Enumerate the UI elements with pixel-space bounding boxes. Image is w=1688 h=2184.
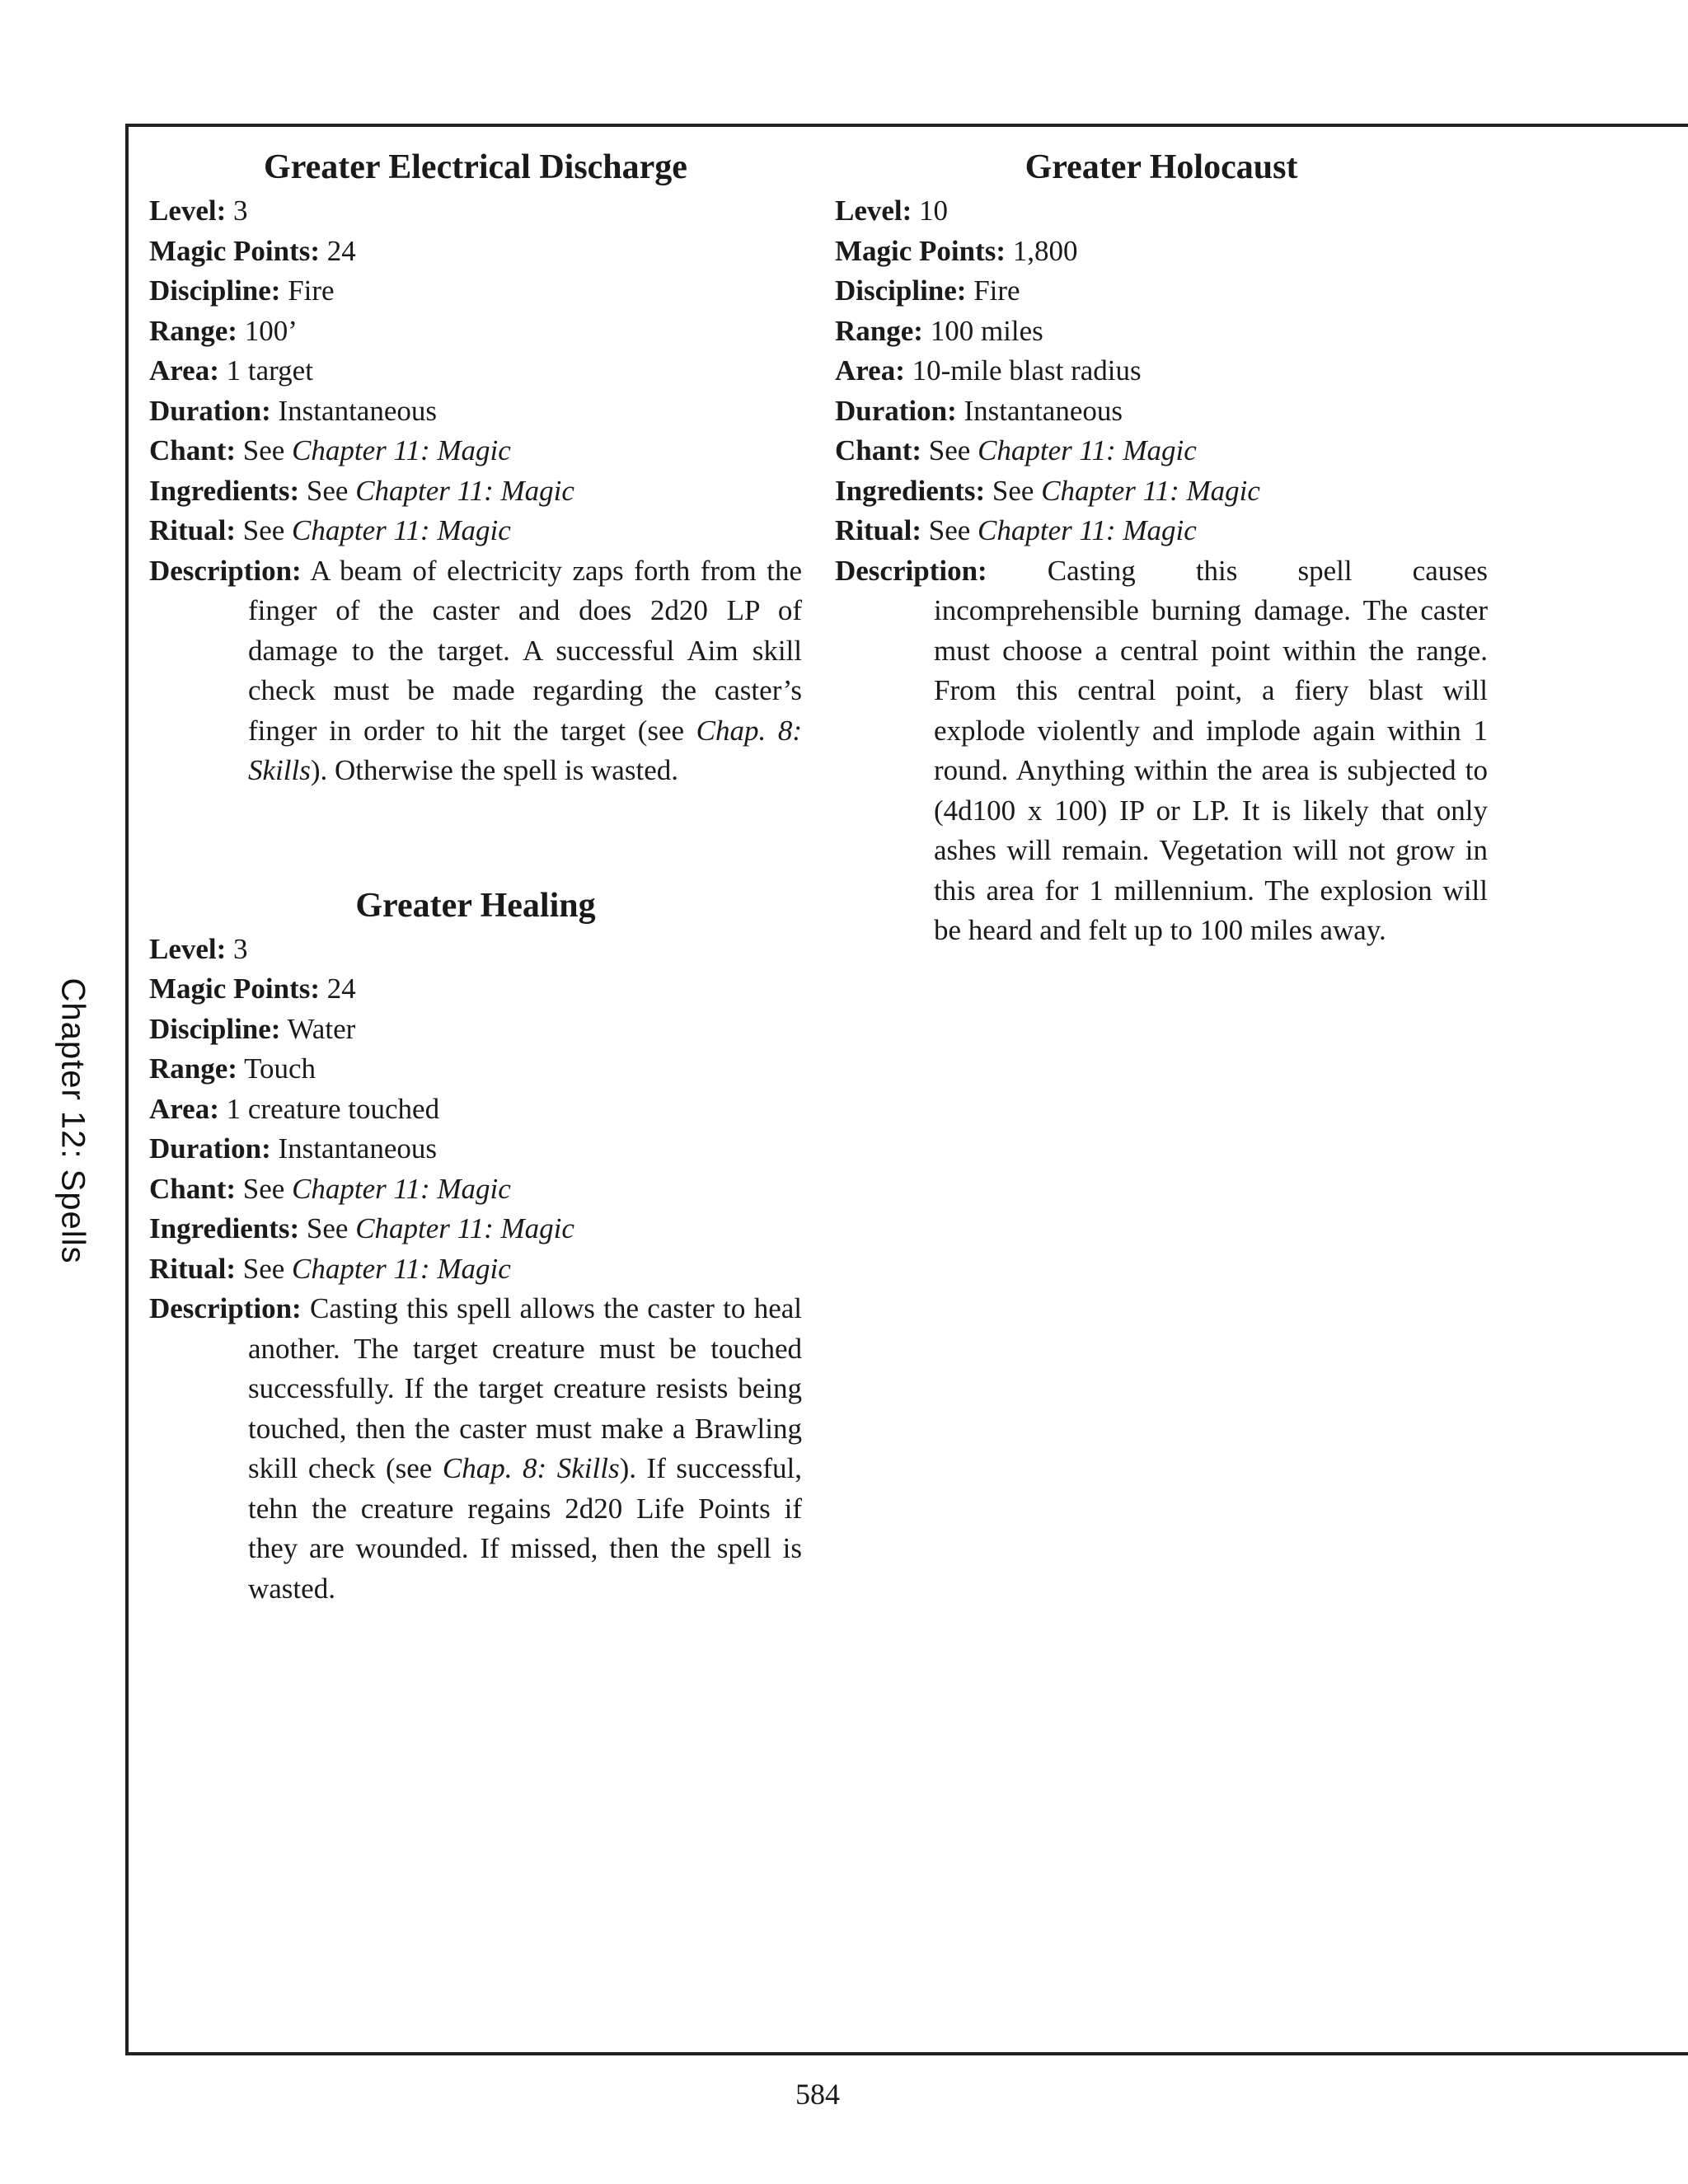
stat-value: Water: [287, 1012, 356, 1045]
spell-entry: [149, 882, 802, 1610]
stat-label: Description:: [149, 554, 302, 587]
spell-description: [149, 1289, 802, 1609]
stat-value: Instantaneous: [278, 394, 437, 427]
stat-label: Range:: [835, 314, 923, 347]
stat-level: [835, 191, 1488, 232]
stat-range: [149, 312, 802, 352]
chapter-reference: Chapter 11: Magic: [978, 514, 1197, 546]
stat-label: Chant:: [149, 434, 237, 466]
stat-area: [835, 351, 1488, 391]
stat-ingredients: [835, 471, 1488, 512]
chapter-reference: Chapter 11: Magic: [292, 514, 511, 546]
spell-entry: [149, 143, 802, 791]
stat-label: Chant:: [149, 1172, 237, 1205]
description-segment: ). Otherwise the spell is wasted.: [310, 754, 678, 786]
stat-chant: [149, 431, 802, 471]
see-text: See: [306, 474, 349, 507]
stat-value: 100’: [244, 314, 298, 347]
stat-ingredients: [149, 1209, 802, 1249]
stat-value: 3: [233, 194, 248, 227]
stat-ingredients: [149, 471, 802, 512]
stat-label: Duration:: [149, 394, 271, 427]
stat-duration: [835, 391, 1488, 432]
spell-description: [149, 551, 802, 791]
see-text: See: [242, 1252, 285, 1285]
spell-title: Greater Healing: [355, 886, 596, 925]
description-segment: ). If successful, tehn the creature regains 2d20 Life Points if they are wounded. If missed, then the spell is wasted.: [248, 1452, 803, 1605]
see-text: See: [242, 1172, 285, 1205]
chapter-reference: Chapter 11: Magic: [355, 1212, 574, 1244]
stat-ritual: [149, 1249, 802, 1290]
stat-label: Ritual:: [149, 1252, 236, 1285]
stat-label: Area:: [149, 1092, 219, 1125]
stat-magic-points: [149, 232, 802, 272]
stat-value: 24: [326, 234, 356, 267]
right-column: [835, 143, 1488, 951]
stat-chant: [835, 431, 1488, 471]
chapter-side-label: Chapter 12: Spells: [54, 977, 91, 1264]
left-column: [149, 143, 802, 1609]
stat-level: [149, 191, 802, 232]
chapter-reference: Chapter 11: Magic: [355, 474, 574, 507]
chapter-reference: Chapter 11: Magic: [292, 1172, 511, 1205]
stat-value: Fire: [288, 274, 335, 307]
description-segment: A beam of electricity zaps forth from the finger of the caster and does 2d20 LP of damage to the target. A successful Aim skill check must be made regarding the caster’s finger in order to hit the target (see: [248, 554, 802, 747]
stat-label: Area:: [835, 354, 905, 387]
chapter-reference: Chapter 11: Magic: [978, 434, 1197, 466]
stat-label: Ingredients:: [149, 474, 300, 507]
stat-value: 1 creature touched: [226, 1092, 440, 1125]
stat-label: Duration:: [149, 1132, 271, 1165]
skills-reference: Chap. 8: Skills: [248, 714, 802, 786]
see-text: See: [242, 434, 285, 466]
spell-title: Greater Electrical Discharge: [264, 148, 687, 186]
see-text: See: [242, 514, 285, 546]
spell-title: Greater Holocaust: [1025, 148, 1298, 186]
stat-range: [835, 312, 1488, 352]
stat-label: Description:: [149, 1292, 302, 1324]
spell-description: [835, 551, 1488, 951]
description-text: [934, 555, 1488, 947]
stat-magic-points: [149, 969, 802, 1010]
stat-label: Description:: [835, 554, 987, 587]
stat-range: [149, 1049, 802, 1090]
stat-level: [149, 930, 802, 970]
stat-ritual: [835, 511, 1488, 551]
stat-area: [149, 1090, 802, 1130]
see-text: See: [992, 474, 1034, 507]
stat-ritual: [149, 511, 802, 551]
stat-label: Area:: [149, 354, 219, 387]
see-text: See: [928, 434, 971, 466]
skills-reference: Chap. 8: Skills: [442, 1452, 620, 1484]
stat-label: Magic Points:: [149, 234, 321, 267]
stat-label: Range:: [149, 1052, 237, 1085]
stat-value: Touch: [244, 1052, 316, 1085]
stat-chant: [149, 1169, 802, 1210]
stat-label: Chant:: [835, 434, 922, 466]
stat-value: 1,800: [1012, 234, 1078, 267]
stat-label: Discipline:: [149, 274, 281, 307]
stat-value: Instantaneous: [964, 394, 1123, 427]
chapter-reference: Chapter 11: Magic: [292, 1252, 511, 1285]
description-segment: Casting this spell causes incomprehensible burning damage. The caster must choose a central point within the range. From this central point, a fiery blast will explode violently and implode again within 1 round. Anything within the area is subjected to (4d100 x 100) IP or LP. It is likely that only ashes will remain. Vegetation will not grow in this area for 1 millennium. The explosion will be heard and felt up to 100 miles away.: [934, 554, 1489, 946]
stat-value: 10-mile blast radius: [912, 354, 1142, 387]
stat-value: Instantaneous: [278, 1132, 437, 1165]
stat-label: Level:: [149, 932, 227, 965]
stat-label: Level:: [149, 194, 227, 227]
spell-entry: [835, 143, 1488, 951]
see-text: See: [306, 1212, 349, 1244]
stat-duration: [149, 1129, 802, 1169]
stat-label: Ritual:: [149, 514, 236, 546]
chapter-reference: Chapter 11: Magic: [1041, 474, 1260, 507]
stat-label: Range:: [149, 314, 237, 347]
stat-value: 3: [233, 932, 248, 965]
stat-label: Ingredients:: [835, 474, 986, 507]
stat-label: Discipline:: [149, 1012, 281, 1045]
stat-label: Level:: [835, 194, 912, 227]
stat-magic-points: [835, 232, 1488, 272]
stat-value: 10: [919, 194, 949, 227]
stat-label: Ingredients:: [149, 1212, 300, 1244]
stat-label: Ritual:: [835, 514, 921, 546]
stat-value: 24: [326, 972, 356, 1005]
chapter-reference: Chapter 11: Magic: [292, 434, 511, 466]
stat-label: Magic Points:: [835, 234, 1006, 267]
stat-duration: [149, 391, 802, 432]
description-segment: Casting this spell allows the caster to heal another. The target creature must be touched successfully. If the target creature resists being touched, then the caster must make a Brawling skill check (see: [248, 1292, 803, 1484]
stat-discipline: [835, 271, 1488, 312]
page-number: 584: [795, 2078, 840, 2111]
stat-label: Magic Points:: [149, 972, 321, 1005]
stat-area: [149, 351, 802, 391]
stat-discipline: [149, 271, 802, 312]
description-text: [248, 1292, 802, 1605]
description-text: [248, 555, 802, 787]
stat-value: 1 target: [226, 354, 313, 387]
stat-value: Fire: [973, 274, 1020, 307]
stat-discipline: [149, 1010, 802, 1050]
stat-label: Discipline:: [835, 274, 967, 307]
stat-value: 100 miles: [930, 314, 1043, 347]
stat-label: Duration:: [835, 394, 957, 427]
see-text: See: [928, 514, 971, 546]
